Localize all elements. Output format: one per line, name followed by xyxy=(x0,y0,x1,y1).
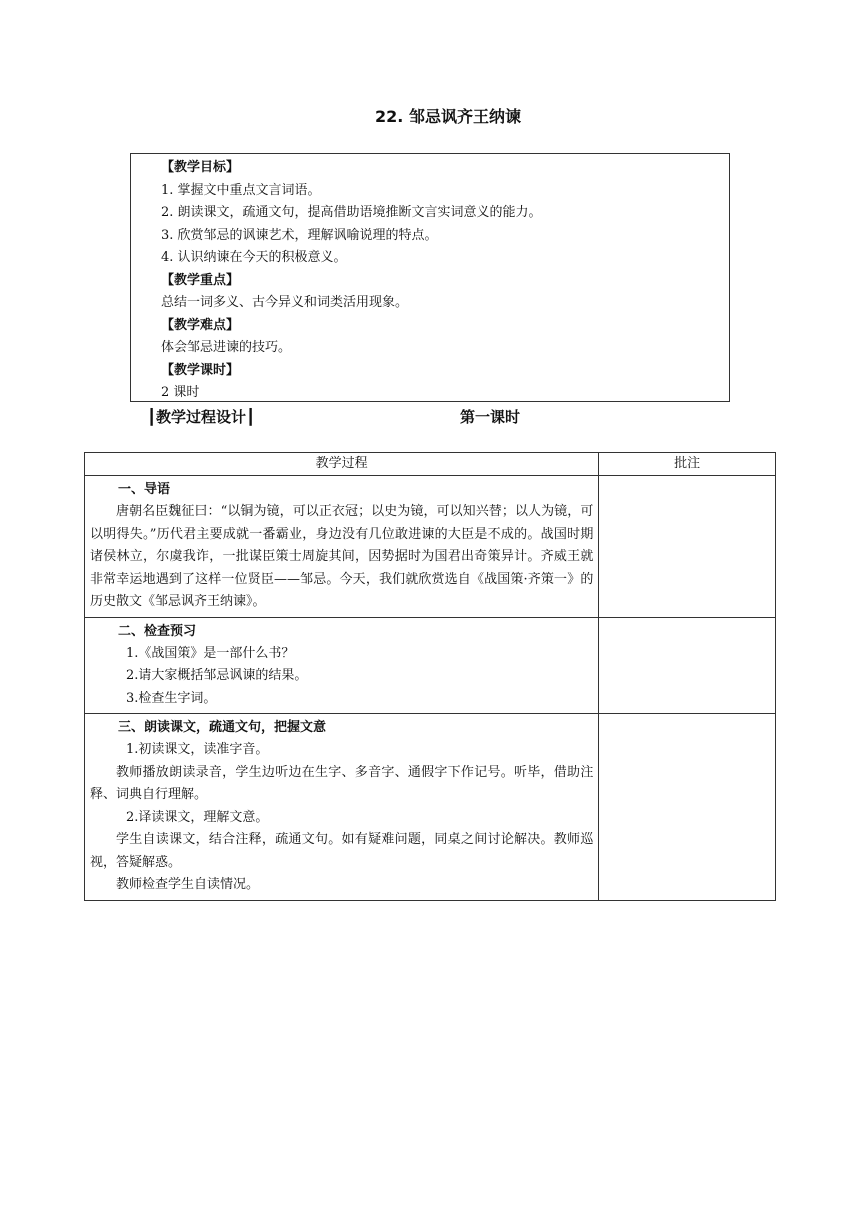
step-heading: 二、检查预习 xyxy=(118,623,197,639)
difficulty-text: 体会邹忌进谏的技巧。 xyxy=(161,340,292,355)
goal-item: 4. 认识纳谏在今天的积极意义。 xyxy=(161,250,347,265)
notes-cell[interactable] xyxy=(599,714,776,901)
paragraph: 教师检查学生自读情况。 xyxy=(116,877,260,892)
lesson-period: 第一课时 xyxy=(460,408,521,426)
key-text: 总结一词多义、古今异义和词类活用现象。 xyxy=(161,295,409,310)
process-cell xyxy=(85,476,599,618)
process-cell xyxy=(85,714,599,901)
step-heading: 三、朗读课文，疏通文句，把握文意 xyxy=(118,720,327,735)
difficulty-heading: 【教学难点】 xyxy=(161,317,240,333)
hours-heading: 【教学课时】 xyxy=(161,362,240,378)
paragraph: 唐朝名臣魏征曰：“以铜为镜，可以正衣冠；以史为镜，可以知兴替；以人为镜，可以明得失。”历代君主要成就一番霸业，身边没有几位敢进谏的大臣是不成的。战国时期诸侯林立，尔虞我诈，一批谋臣策士周旋其间，因势据时为国君出奇策异计。齐威王就非常幸运地遇到了这样一位贤臣——邹忌。今天，我们就欣赏选自《战国策·齐策一》的历史散文《邹忌讽齐王纳谏》。 xyxy=(90,504,594,609)
list-item: 2.译读课文，理解文意。 xyxy=(126,809,269,825)
list-item: 1.《战国策》是一部什么书？ xyxy=(126,645,295,661)
goal-item: 1. 掌握文中重点文言词语。 xyxy=(161,182,321,198)
list-item: 3.检查生字词。 xyxy=(126,690,217,706)
table-row xyxy=(85,476,776,618)
goal-item: 3. 欣赏邹忌的讽谏艺术，理解讽喻说理的特点。 xyxy=(161,227,438,243)
paragraph: 教师播放朗读录音，学生边听边在生字、多音字、通假字下作记号。听毕，借助注释、词典自行理解。 xyxy=(90,764,594,802)
process-cell xyxy=(85,617,599,714)
list-item: 2.请大家概括邹忌讽谏的结果。 xyxy=(126,668,308,683)
goal-item: 2. 朗读课文，疏通文句，提高借助语境推断文言实词意义的能力。 xyxy=(161,205,542,220)
header-process: 教学过程 xyxy=(85,453,599,476)
section-title: ┃教学过程设计┃ xyxy=(147,408,256,426)
hours-text: 2 课时 xyxy=(161,385,200,400)
table-header-row xyxy=(85,453,776,476)
table-row xyxy=(85,714,776,901)
step-heading: 一、导语 xyxy=(118,482,171,497)
goals-heading: 【教学目标】 xyxy=(161,160,240,175)
list-item: 1.初读课文，读准字音。 xyxy=(126,742,269,757)
notes-cell[interactable] xyxy=(599,476,776,618)
objectives-box xyxy=(130,153,730,402)
notes-cell[interactable] xyxy=(599,617,776,714)
process-table xyxy=(84,452,776,901)
header-notes: 批注 xyxy=(599,453,776,476)
page-title: 22. 邹忌讽齐王纳谏 xyxy=(375,107,521,126)
paragraph: 学生自读课文，结合注释，疏通文句。如有疑难问题，同桌之间讨论解决。教师巡视，答疑解惑。 xyxy=(90,832,594,870)
key-heading: 【教学重点】 xyxy=(161,272,240,288)
table-row xyxy=(85,617,776,714)
